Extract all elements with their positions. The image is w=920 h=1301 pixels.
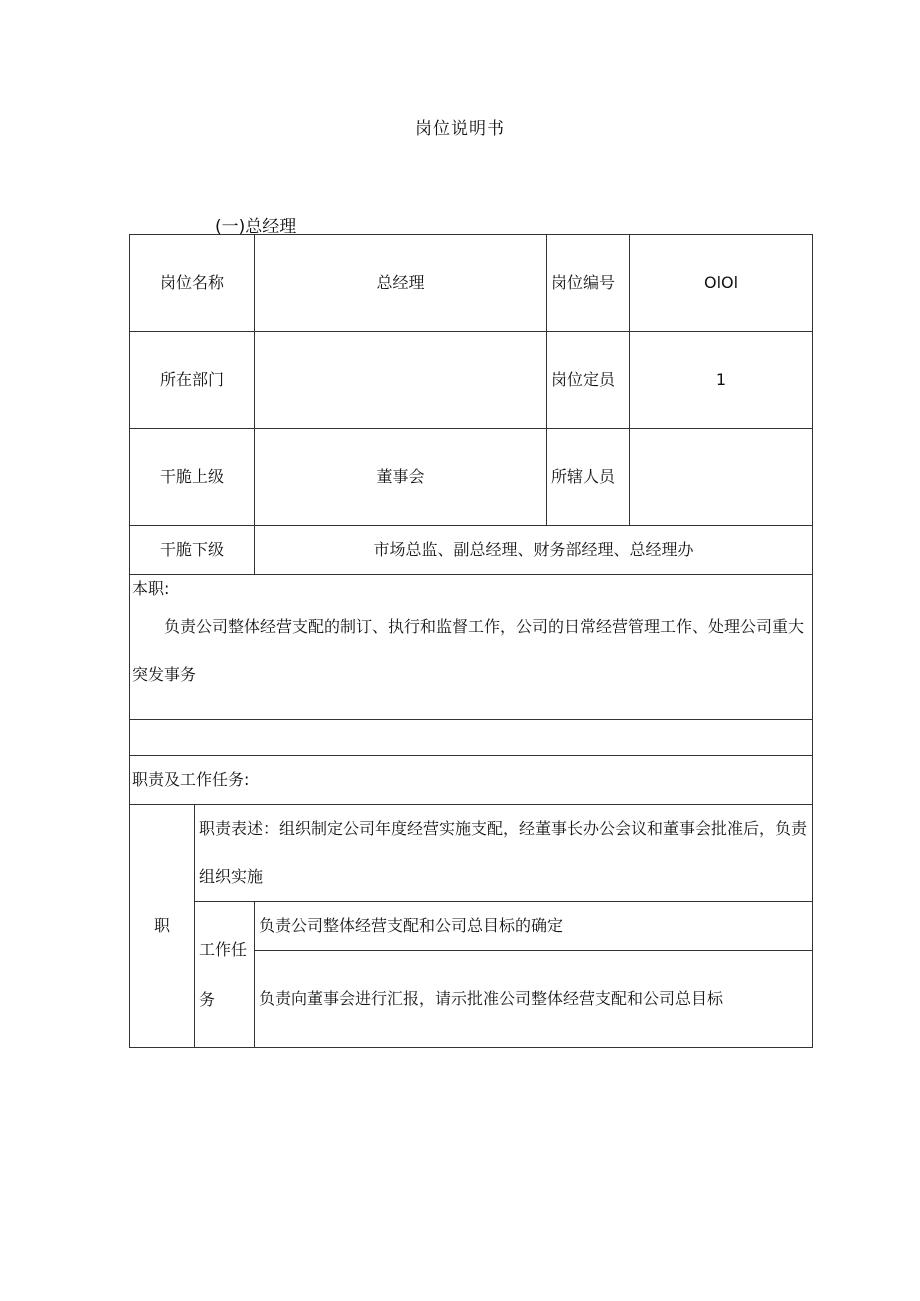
direct-subordinate-value: 市场总监、副总经理、财务部经理、总经理办 (255, 526, 813, 575)
position-name-value: 总经理 (255, 235, 547, 332)
responsibilities-heading: 职责及工作任务: (130, 756, 813, 805)
table-row (130, 575, 813, 720)
duty-text: 负责公司整体经营支配的制订、执行和监督工作，公司的日常经营管理工作、处理公司重大突发事务 (132, 617, 805, 684)
headcount-value: 1 (630, 332, 813, 429)
department-value (255, 332, 547, 429)
work-task-item: 负责公司整体经营支配和公司总目标的确定 (255, 902, 813, 951)
headcount-label: 岗位定员 (547, 332, 630, 429)
position-code-label: 岗位编号 (547, 235, 630, 332)
job-description-table (129, 234, 813, 1048)
table-row (130, 332, 813, 429)
table-row (130, 429, 813, 526)
department-label: 所在部门 (130, 332, 255, 429)
responsibility-label: 职 (130, 805, 195, 1048)
position-code-value: OlOl (630, 235, 813, 332)
subordinates-value (630, 429, 813, 526)
table-row (130, 526, 813, 575)
position-name-label: 岗位名称 (130, 235, 255, 332)
direct-superior-value: 董事会 (255, 429, 547, 526)
table-row (130, 756, 813, 805)
table-row (130, 235, 813, 332)
subordinates-label: 所辖人员 (547, 429, 630, 526)
duty-heading: 本职: (132, 579, 170, 598)
table-row (130, 720, 813, 756)
direct-superior-label: 干脆上级 (130, 429, 255, 526)
blank-row (130, 720, 813, 756)
table-row (130, 902, 813, 951)
table-row (130, 805, 813, 902)
work-task-label: 工作任务 (195, 902, 255, 1048)
direct-subordinate-label: 干脆下级 (130, 526, 255, 575)
duty-cell (130, 575, 813, 720)
section-heading: (一)总经理 (215, 217, 297, 237)
responsibility-statement: 职责表述：组织制定公司年度经营实施支配，经董事长办公会议和董事会批准后，负责组织实施 (195, 805, 813, 902)
document-title: 岗位说明书 (415, 119, 505, 139)
work-task-item: 负责向董事会进行汇报，请示批准公司整体经营支配和公司总目标 (255, 951, 813, 1048)
